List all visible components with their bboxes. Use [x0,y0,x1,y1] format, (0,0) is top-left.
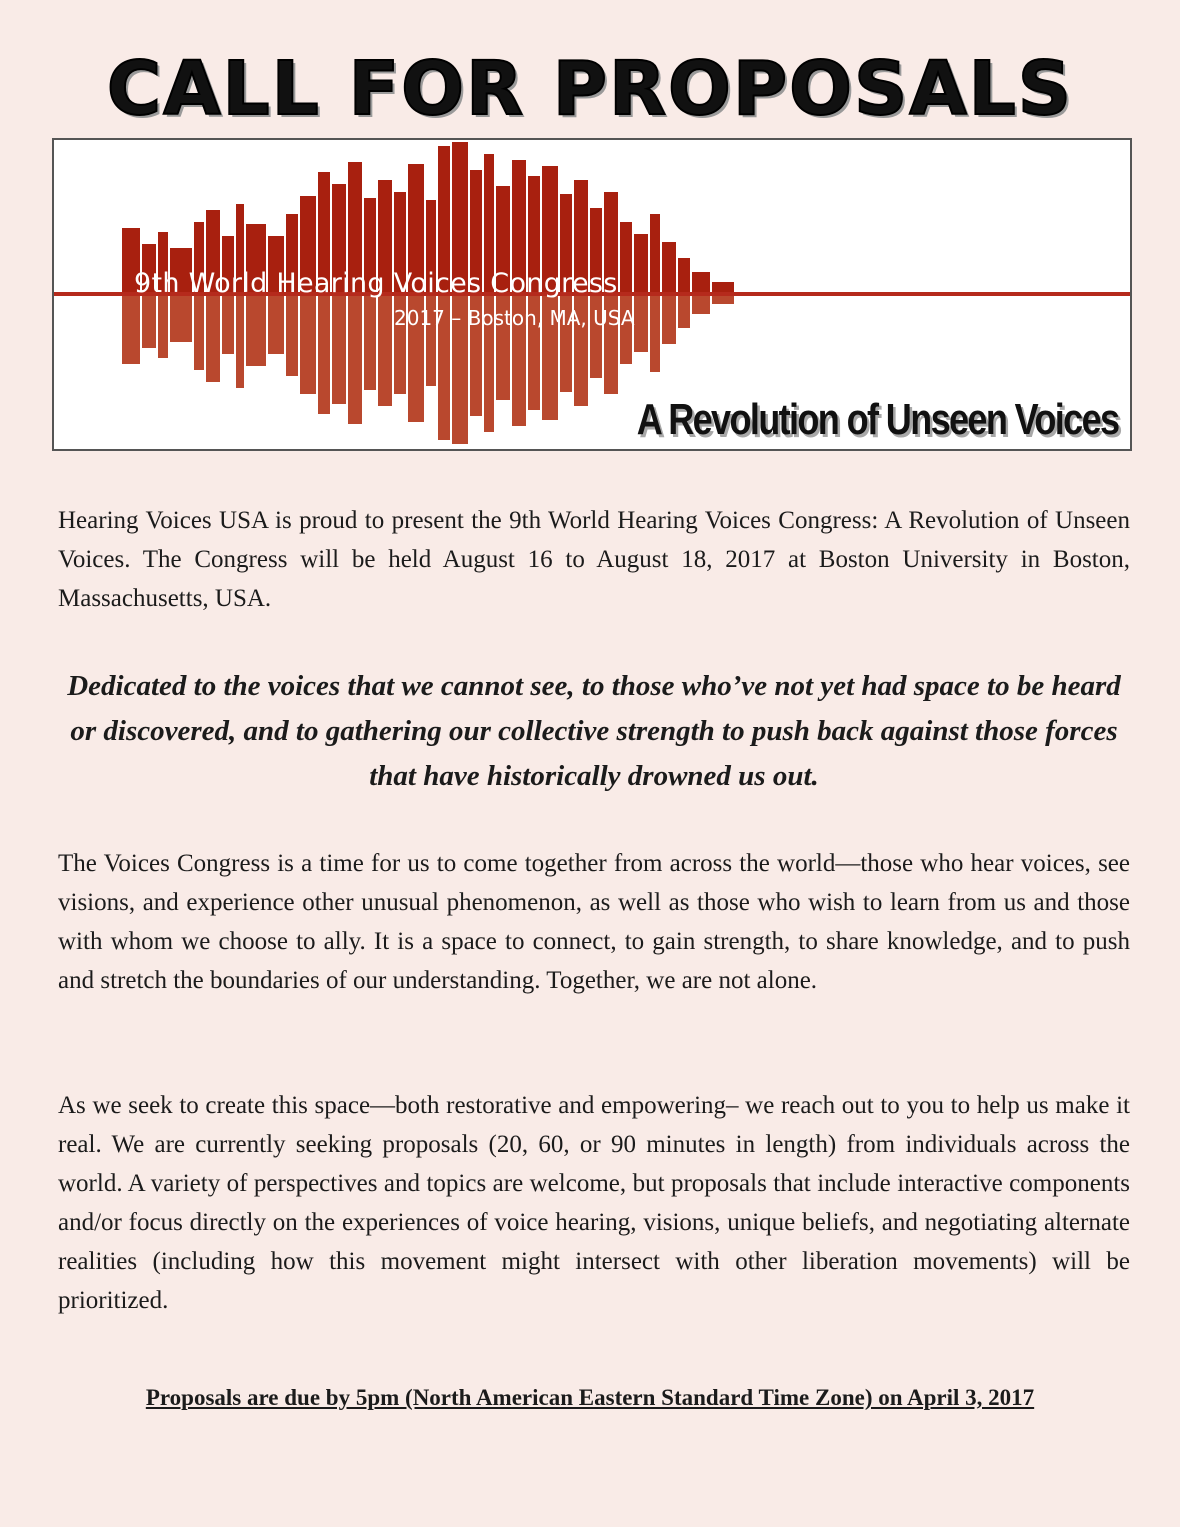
logo-subtitle: 2017 – Boston, MA, USA [394,306,635,330]
logo-title: 9th World Hearing Voices Congress [134,268,618,299]
congress-banner [52,138,1132,451]
banner-tagline: A Revolution of Unseen Voices [636,395,1118,444]
page-headline: CALL FOR PROPOSALS [106,46,1074,132]
intro-paragraph: Hearing Voices USA is proud to present the 9th World Hearing Voices Congress: A Revolution of Unseen Voices. The Congress will be held August 16 to August 18, 2017 at Boston University in Boston, Massachusetts, USA. [58,507,1130,612]
proposals-paragraph: As we seek to create this space—both restorative and empowering– we reach out to you to help us make it real. We are currently seeking proposals (20, 60, or 90 minutes in length) from individuals across the world. A variety of perspectives and topics are welcome, but proposals that include interactive components and/or focus directly on the experiences of voice hearing, visions, unique beliefs, and negotiating alternate realities (including how this movement might intersect with other liberation movements) will be prioritized. [58,1092,1130,1314]
dedication-statement: Dedicated to the voices that we cannot see, to those who’ve not yet had space to be heard or discovered, and to gathering our collective strength to push back against those forces that have historically drowned us out. [67,670,1121,792]
deadline-notice: Proposals are due by 5pm (North American Eastern Standard Time Zone) on April 3, 2017 [145,1385,1035,1410]
congress-description-paragraph: The Voices Congress is a time for us to come together from across the world—those who hear voices, see visions, and experience other unusual phenomenon, as well as those who wish to learn from us and those with whom we choose to ally. It is a space to connect, to gain strength, to share knowledge, and to push and stretch the boundaries of our understanding. Together, we are not alone. [58,850,1130,994]
